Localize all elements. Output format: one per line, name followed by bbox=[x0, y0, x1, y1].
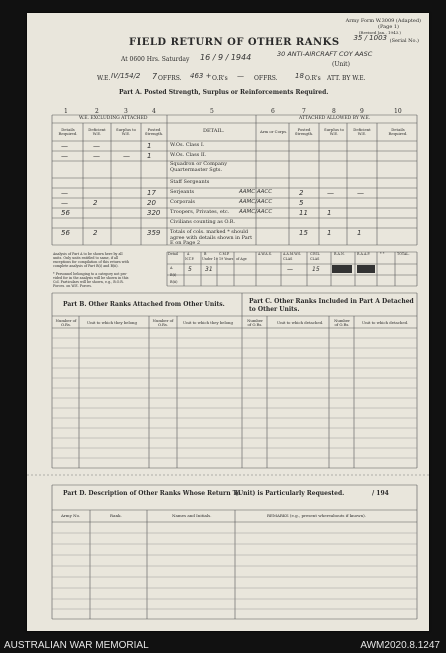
analysis-row-label: B(i) bbox=[170, 273, 177, 277]
col-header: Surplus to W.E. bbox=[116, 127, 136, 136]
col-header: Details Required. bbox=[58, 127, 78, 136]
col-header: Details Required. bbox=[388, 127, 408, 136]
col-number: 2 bbox=[95, 108, 99, 115]
col-number: 7 bbox=[302, 108, 306, 115]
at-label: At 0600 Hrs. Saturday bbox=[121, 56, 190, 63]
row-detail: W.Os. Class II. bbox=[170, 152, 207, 158]
row-detail: Civilians counting as O.R. bbox=[170, 219, 236, 225]
row-surplus: — bbox=[123, 152, 130, 160]
row-detail: Corporals bbox=[170, 199, 195, 205]
footer-accession: AWM2020.8.1247 bbox=[360, 640, 440, 651]
analysis-value: 15 bbox=[312, 266, 320, 273]
row-details-required: 56 bbox=[61, 209, 70, 217]
analysis-header: Detail bbox=[168, 252, 178, 256]
serial-handwritten: 35 / 1003 bbox=[353, 34, 387, 42]
analysis-header: C.M.P. bbox=[219, 252, 230, 256]
part-c-col: Unit to which detached. bbox=[362, 320, 409, 325]
row-att-deficient: 1 bbox=[357, 229, 362, 237]
attached-allowed-header: ATTACHED ALLOWED BY W.E. bbox=[299, 116, 371, 121]
row-att-posted: 15 bbox=[299, 229, 308, 237]
analysis-header: A bbox=[187, 252, 190, 256]
analysis-value: 31 bbox=[205, 266, 213, 273]
form-ref-line1: Army Form W.3009 (Adapted) bbox=[345, 18, 421, 24]
row-corps-handwritten: AAMC AACC bbox=[239, 189, 273, 195]
row-deficient: 2 bbox=[93, 199, 98, 207]
row-details-required: — bbox=[61, 142, 68, 150]
shaded-cell-raaf bbox=[357, 265, 375, 273]
row-detail: Staff Sergeants bbox=[170, 179, 210, 185]
row-posted-strength: 17 bbox=[147, 189, 156, 197]
row-att-surplus: 1 bbox=[327, 229, 332, 237]
row-posted-strength: 1 bbox=[147, 152, 152, 160]
row-att-deficient: — bbox=[357, 189, 364, 197]
part-b-heading: Part B. Other Ranks Attached from Other Units. bbox=[63, 301, 225, 308]
analysis-subheader: 19 Years bbox=[219, 257, 234, 261]
form-ref-serial: (Serial No.) bbox=[389, 38, 419, 44]
col-header: Posted Strength. bbox=[144, 127, 164, 136]
part-d-mid: (Unit) is Particularly Requested. bbox=[235, 490, 345, 497]
col-header: Deficient W.E. bbox=[353, 127, 371, 136]
analysis-row-label: A bbox=[170, 266, 173, 270]
analysis-note-line: vided for in the analysis will be shown in this bbox=[53, 276, 129, 280]
part-c-col: Number of O.Rs. bbox=[334, 318, 350, 327]
col-number: 4 bbox=[152, 108, 156, 115]
part-d-date: / 194 bbox=[372, 490, 389, 497]
analysis-header: CIVIL bbox=[310, 252, 320, 256]
analysis-note-line: complete analysis of Part B(i) and B(ii). bbox=[53, 264, 119, 268]
row-deficient: — bbox=[93, 142, 100, 150]
col-number: 1 bbox=[64, 108, 68, 115]
row-details-required: — bbox=[61, 199, 68, 207]
or2-handwritten: 18 bbox=[295, 72, 304, 80]
detail-header: DETAIL. bbox=[203, 128, 225, 134]
unit-label: (Unit) bbox=[332, 61, 350, 68]
row-details-required: — bbox=[61, 189, 68, 197]
col-header: Surplus to W.E. bbox=[324, 127, 344, 136]
row-att-surplus: 1 bbox=[327, 209, 332, 217]
part-c-col: Number of O.Rs. bbox=[247, 318, 263, 327]
row-corps-handwritten: AAMC/AACC bbox=[239, 199, 273, 205]
row-deficient: 2 bbox=[93, 229, 98, 237]
or-label: O.R's bbox=[212, 75, 228, 82]
shaded-cell-ran bbox=[332, 265, 352, 273]
part-a-heading: Part A. Posted Strength, Surplus or Reinforcements Required. bbox=[119, 89, 329, 96]
analysis-header: R.A.A.F. bbox=[357, 252, 371, 256]
col-number: 6 bbox=[271, 108, 275, 115]
part-b-col: Unit to which they belong bbox=[87, 320, 137, 325]
row-att-surplus: — bbox=[327, 189, 334, 197]
analysis-header: B bbox=[204, 252, 207, 256]
offrs2-handwritten: — bbox=[237, 72, 244, 80]
part-c-col: Unit to which detached. bbox=[277, 320, 324, 325]
analysis-subheader: N.T.P. bbox=[185, 257, 195, 261]
col-header: Arm or Corps. bbox=[260, 129, 288, 134]
analysis-header: * * bbox=[380, 252, 385, 256]
row-att-posted: 5 bbox=[299, 199, 304, 207]
col-header: Deficient W.E. bbox=[88, 127, 106, 136]
or-handwritten: 463 + bbox=[190, 72, 212, 80]
row-posted-strength: 359 bbox=[147, 229, 161, 237]
we-label: W.E. bbox=[97, 75, 111, 82]
row-detail: Troopers, Privates, etc. bbox=[170, 209, 230, 215]
analysis-note-line: Forces. on W.E. Forces. bbox=[53, 284, 92, 288]
row-att-posted: 11 bbox=[299, 209, 308, 217]
date-handwritten: 16 / 9 / 1944 bbox=[200, 53, 252, 62]
form-page bbox=[27, 13, 429, 631]
analysis-note-line: * Personnel belonging to a category not pro- bbox=[53, 272, 128, 276]
analysis-header: R.A.N. bbox=[334, 252, 345, 256]
form-title: FIELD RETURN OF OTHER RANKS bbox=[129, 37, 340, 48]
analysis-header: A.A.M.W.S. bbox=[283, 252, 302, 256]
col-number: 5 bbox=[210, 108, 214, 115]
analysis-note-line: Col. Particulars will be shown, e.g., B.O.R. bbox=[53, 280, 124, 284]
footer-credit: AUSTRALIAN WAR MEMORIAL bbox=[4, 640, 149, 651]
row-posted-strength: 20 bbox=[147, 199, 156, 207]
col-header: Posted Strength. bbox=[294, 127, 314, 136]
part-d-col: REMARKS (e.g., present whereabouts if known). bbox=[267, 513, 366, 518]
analysis-subheader: of Age bbox=[236, 257, 247, 261]
part-d-heading: Part D. Description of Other Ranks Whose Return To bbox=[63, 490, 241, 497]
part-c-heading: Part C. Other Ranks Included in Part A Detached to Other Units. bbox=[249, 298, 414, 313]
offrs-handwritten: 7 bbox=[152, 72, 158, 81]
analysis-header: TOTAL. bbox=[397, 252, 410, 256]
offrs2-label: OFFRS. bbox=[254, 75, 278, 82]
part-b-col: Number of O.Rs. bbox=[55, 318, 77, 327]
part-d-col: Rank. bbox=[110, 513, 122, 518]
form-ref-line2: (Page 1) bbox=[378, 24, 399, 30]
analysis-header: A.W.A.S. bbox=[258, 252, 272, 256]
part-b-col: Number of O.Rs. bbox=[152, 318, 174, 327]
analysis-note-line: Analysis of Part A to be shown here by all bbox=[53, 252, 123, 256]
we-excluding-header: W.E. EXCLUDING ATTACHED bbox=[79, 116, 148, 121]
analysis-subheader: CLAS bbox=[283, 257, 293, 261]
part-d-col: Army No. bbox=[61, 513, 81, 518]
col-number: 3 bbox=[124, 108, 128, 115]
unit-handwritten: 30 ANTI-AIRCRAFT COY AASC bbox=[277, 50, 373, 58]
analysis-value: — bbox=[287, 266, 293, 273]
offrs-label: OFFRS. bbox=[158, 75, 182, 82]
or2-label: O.R's bbox=[305, 75, 321, 82]
col-number: 9 bbox=[360, 108, 364, 115]
row-corps-handwritten: AAMC/AACC bbox=[239, 209, 273, 215]
row-detail: Squadron or Company Quartermaster Sgts. bbox=[170, 161, 228, 173]
analysis-row-label: B(ii) bbox=[170, 280, 178, 284]
row-deficient: — bbox=[93, 152, 100, 160]
row-detail: Serjeants bbox=[170, 189, 195, 195]
row-detail: W.Os. Class I. bbox=[170, 142, 205, 148]
part-b-col: Unit to which they belong bbox=[183, 320, 233, 325]
row-detail: Totals of cols. marked * should agree with details shown in Part E on Page 2 bbox=[170, 229, 253, 246]
col-number: 8 bbox=[332, 108, 336, 115]
analysis-value: 5 bbox=[188, 266, 192, 273]
analysis-note-line: exceptions for compilation of this return with bbox=[53, 260, 129, 264]
row-details-required: — bbox=[61, 152, 68, 160]
col-number: 10 bbox=[394, 108, 402, 115]
row-posted-strength: 1 bbox=[147, 142, 152, 150]
att-label: ATT. BY W.E. bbox=[327, 75, 366, 82]
analysis-note-line: units. Only units entitled to same, if all bbox=[53, 256, 119, 260]
analysis-subheader: Under 19 bbox=[202, 257, 218, 261]
analysis-subheader: CLAS bbox=[310, 257, 320, 261]
row-posted-strength: 320 bbox=[147, 209, 161, 217]
row-details-required: 56 bbox=[61, 229, 70, 237]
row-att-posted: 2 bbox=[299, 189, 304, 197]
form-ref-line3: (Revised Jan., 1943.) bbox=[358, 30, 401, 35]
part-d-col: Names and Initials. bbox=[172, 513, 212, 518]
we-handwritten: IV/154/2 bbox=[111, 72, 141, 80]
